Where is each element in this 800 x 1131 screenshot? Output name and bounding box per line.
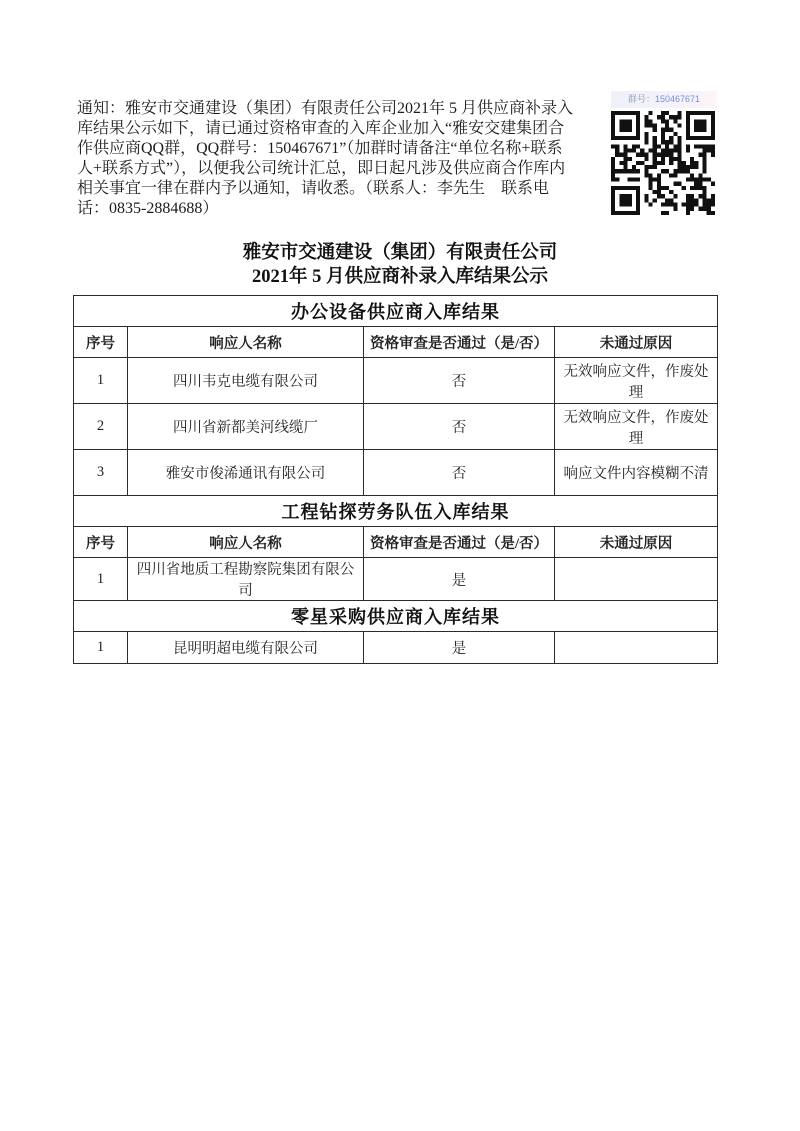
section-title-row bbox=[74, 496, 718, 527]
table-cell: 1 bbox=[74, 632, 128, 664]
table-row bbox=[74, 632, 718, 664]
document-title bbox=[0, 241, 800, 289]
notice-line: 人+联系方式”），以便我公司统计汇总，即日起凡涉及供应商合作库内 bbox=[77, 160, 566, 177]
table-cell: 四川省地质工程勘察院集团有限公司 bbox=[128, 558, 364, 601]
section-title: 工程钻探劳务队伍入库结果 bbox=[74, 496, 718, 527]
notice-line: 通知：雅安市交通建设（集团）有限责任公司2021年 5 月供应商补录入 bbox=[77, 100, 574, 117]
table-cell: 响应文件内容模糊不清 bbox=[555, 450, 718, 496]
table-cell: 否 bbox=[364, 358, 555, 404]
table-cell: 四川省新都美河线缆厂 bbox=[128, 404, 364, 450]
table-row bbox=[74, 404, 718, 450]
column-header: 序号 bbox=[74, 327, 128, 358]
section-title: 办公设备供应商入库结果 bbox=[74, 296, 718, 327]
section-title-row bbox=[74, 601, 718, 632]
notice-paragraph bbox=[77, 99, 617, 219]
table-cell: 雅安市俊浠通讯有限公司 bbox=[128, 450, 364, 496]
table-cell: 否 bbox=[364, 450, 555, 496]
column-header: 未通过原因 bbox=[555, 327, 718, 358]
title-line-2: 2021年 5 月供应商补录入库结果公示 bbox=[251, 267, 548, 287]
title-line-1: 雅安市交通建设（集团）有限责任公司 bbox=[242, 243, 558, 263]
table-cell: 3 bbox=[74, 450, 128, 496]
table-cell: 是 bbox=[364, 632, 555, 664]
qr-block bbox=[611, 91, 717, 215]
column-header: 资格审查是否通过（是/否） bbox=[364, 327, 555, 358]
table-cell: 无效响应文件，作废处理 bbox=[555, 404, 718, 450]
table-cell: 2 bbox=[74, 404, 128, 450]
table-cell bbox=[555, 632, 718, 664]
column-header: 序号 bbox=[74, 527, 128, 558]
section-title-row bbox=[74, 296, 718, 327]
notice-line: 相关事宜一律在群内予以通知，请收悉。（联系人：李先生 联系电 bbox=[77, 180, 550, 197]
column-header: 响应人名称 bbox=[128, 327, 364, 358]
column-header: 未通过原因 bbox=[555, 527, 718, 558]
table-cell: 1 bbox=[74, 558, 128, 601]
table-cell: 四川韦克电缆有限公司 bbox=[128, 358, 364, 404]
column-header: 响应人名称 bbox=[128, 527, 364, 558]
qq-group-number-label bbox=[611, 91, 717, 108]
qr-group-number: 150467671 bbox=[654, 94, 701, 104]
table-cell: 昆明明超电缆有限公司 bbox=[128, 632, 364, 664]
notice-line: 库结果公示如下，请已通过资格审查的入库企业加入“雅安交建集团合 bbox=[77, 120, 565, 137]
column-header-row bbox=[74, 327, 718, 358]
supplier-results-table bbox=[73, 295, 718, 664]
column-header-row bbox=[74, 527, 718, 558]
notice-line: 作供应商QQ群，QQ群号：150467671”（加群时请备注“单位名称+联系 bbox=[77, 140, 563, 157]
table-cell: 是 bbox=[364, 558, 555, 601]
notice-line: 话：0835-2884688） bbox=[77, 200, 219, 217]
column-header: 资格审查是否通过（是/否） bbox=[364, 527, 555, 558]
qq-group-qr-code-icon bbox=[611, 111, 715, 215]
table-cell: 1 bbox=[74, 358, 128, 404]
table-cell: 无效响应文件，作废处理 bbox=[555, 358, 718, 404]
section-title: 零星采购供应商入库结果 bbox=[74, 601, 718, 632]
table-cell: 否 bbox=[364, 404, 555, 450]
table-row bbox=[74, 450, 718, 496]
table-row bbox=[74, 558, 718, 601]
table-cell bbox=[555, 558, 718, 601]
qr-label-prefix: 群号： bbox=[627, 94, 655, 104]
table-row bbox=[74, 358, 718, 404]
